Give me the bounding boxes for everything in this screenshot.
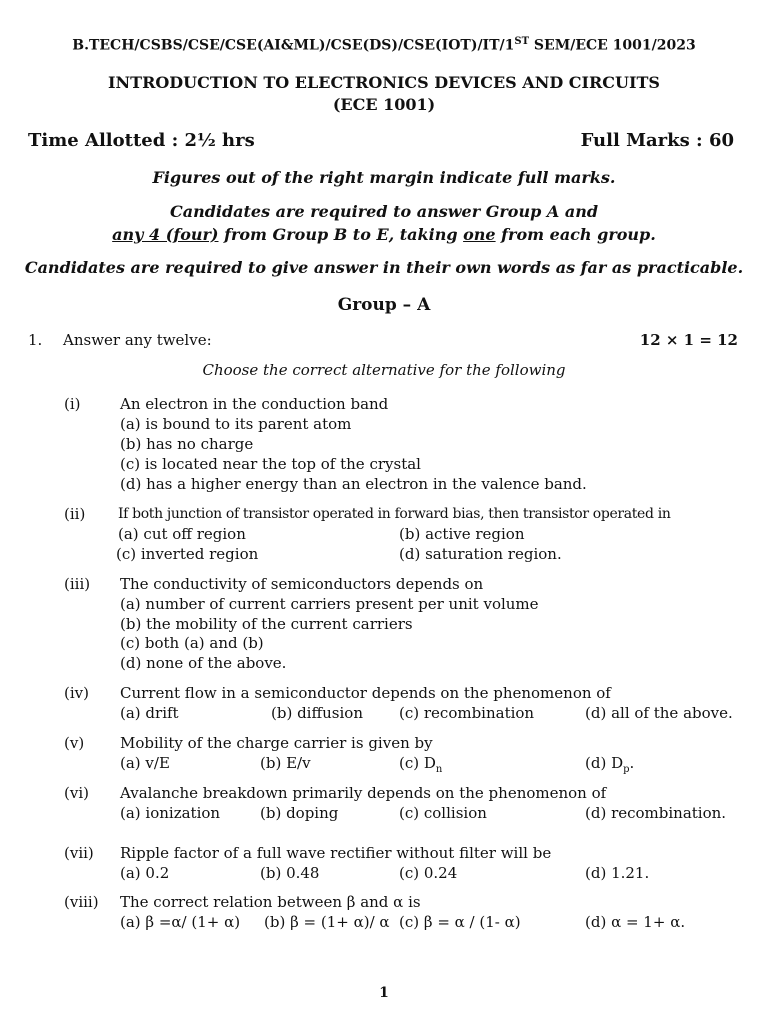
question-ii-option-c: (c) inverted region — [116, 545, 259, 563]
question-marks: 12 × 1 = 12 — [639, 331, 738, 349]
question-iv-option-d: (d) all of the above. — [585, 704, 733, 722]
option-d-text: (d) D — [585, 754, 624, 772]
question-v-option-b: (b) E/v — [260, 754, 311, 772]
question-vii-option-c: (c) 0.24 — [399, 864, 458, 882]
instruction-group-a: Candidates are required to answer Group A and — [169, 202, 599, 221]
question-v-option-c — [399, 754, 442, 775]
question-iv-option-c: (c) recombination — [399, 704, 535, 722]
question-v-text: Mobility of the charge carrier is given by — [120, 734, 433, 752]
instruction-text-end: from each group. — [495, 225, 656, 244]
question-iv-option-b: (b) diffusion — [271, 704, 363, 722]
question-vi-text: Avalanche breakdown primarily depends on the phenomenon of — [120, 784, 607, 802]
question-iii-option-b: (b) the mobility of the current carriers — [120, 615, 413, 633]
question-vi-option-b: (b) doping — [260, 804, 339, 822]
question-ii-option-b: (b) active region — [399, 525, 525, 543]
question-i-option-d: (d) has a higher energy than an electron in the valence band. — [120, 475, 587, 493]
question-ii-text: If both junction of transistor operated in forward bias, then transistor operated in — [118, 506, 671, 522]
question-iv-option-a: (a) drift — [120, 704, 179, 722]
any-four-underlined: any 4 (four) — [112, 225, 219, 244]
question-vi-number: (vi) — [64, 784, 89, 802]
question-ii-number: (ii) — [64, 505, 86, 523]
full-marks: Full Marks : 60 — [580, 130, 734, 151]
question-vi-option-a: (a) ionization — [120, 804, 221, 822]
time-allotted: Time Allotted : 2½ hrs — [28, 130, 255, 151]
question-v-number: (v) — [64, 734, 85, 752]
question-vii-option-b: (b) 0.48 — [260, 864, 320, 882]
question-i-number: (i) — [64, 395, 81, 413]
question-subtitle: Choose the correct alternative for the following — [202, 361, 566, 379]
question-vii-text: Ripple factor of a full wave rectifier without filter will be — [120, 844, 552, 862]
question-viii-option-b: (b) β = (1+ α)/ α — [264, 913, 390, 931]
question-vii-option-d: (d) 1.21. — [585, 864, 650, 882]
question-instruction: Answer any twelve: — [63, 331, 212, 349]
question-v-option-a: (a) v/E — [120, 754, 170, 772]
question-iv-number: (iv) — [64, 684, 89, 702]
instruction-margin-marks: Figures out of the right margin indicate full marks. — [152, 168, 616, 187]
instruction-groups-b-e — [0, 225, 768, 244]
question-iii-text: The conductivity of semiconductors depends on — [120, 575, 484, 593]
question-iii-option-d: (d) none of the above. — [120, 654, 287, 672]
question-viii-number: (viii) — [64, 893, 99, 911]
question-number: 1. — [28, 331, 43, 349]
question-iii-number: (iii) — [64, 575, 91, 593]
option-c-subscript: n — [435, 764, 443, 775]
question-ii-option-d: (d) saturation region. — [399, 545, 562, 563]
one-underlined: one — [463, 225, 496, 244]
question-vi-option-d: (d) recombination. — [585, 804, 727, 822]
question-vii-option-a: (a) 0.2 — [120, 864, 170, 882]
instruction-own-words: Candidates are required to give answer in their own words as far as practicable. — [24, 258, 744, 277]
course-code-line — [0, 36, 768, 54]
question-iii-option-a: (a) number of current carriers present per unit volume — [120, 595, 539, 613]
paper-title: INTRODUCTION TO ELECTRONICS DEVICES AND CIRCUITS — [108, 73, 660, 92]
question-v-option-d — [585, 754, 634, 775]
option-c-text: (c) D — [399, 754, 436, 772]
option-d-period: . — [629, 754, 635, 772]
question-viii-text: The correct relation between β and α is — [120, 893, 421, 911]
option-d-subscript: p — [623, 764, 630, 775]
question-viii-option-c: (c) β = α / (1- α) — [399, 913, 521, 931]
page-number: 1 — [379, 985, 389, 1001]
question-ii-option-a: (a) cut off region — [118, 525, 246, 543]
paper-code: (ECE 1001) — [332, 95, 436, 114]
question-iv-text: Current flow in a semiconductor depends on the phenomenon of — [120, 684, 611, 702]
question-viii-option-d: (d) α = 1+ α. — [585, 913, 686, 931]
question-i-text: An electron in the conduction band — [120, 395, 389, 413]
question-viii-option-a: (a) β =α/ (1+ α) — [120, 913, 241, 931]
semester-superscript: ST — [514, 36, 530, 47]
question-iii-option-c: (c) both (a) and (b) — [120, 634, 264, 652]
question-i-option-a: (a) is bound to its parent atom — [120, 415, 352, 433]
group-heading: Group – A — [337, 295, 431, 315]
instruction-text: from Group B to E, taking — [218, 225, 464, 244]
course-code-suffix: SEM/ECE 1001/2023 — [529, 37, 696, 54]
question-i-option-c: (c) is located near the top of the crystal — [120, 455, 421, 473]
course-code-text: B.TECH/CSBS/CSE/CSE(AI&ML)/CSE(DS)/CSE(IOT)/IT/1 — [72, 37, 515, 54]
question-vi-option-c: (c) collision — [399, 804, 487, 822]
question-vii-number: (vii) — [64, 844, 94, 862]
question-i-option-b: (b) has no charge — [120, 435, 254, 453]
